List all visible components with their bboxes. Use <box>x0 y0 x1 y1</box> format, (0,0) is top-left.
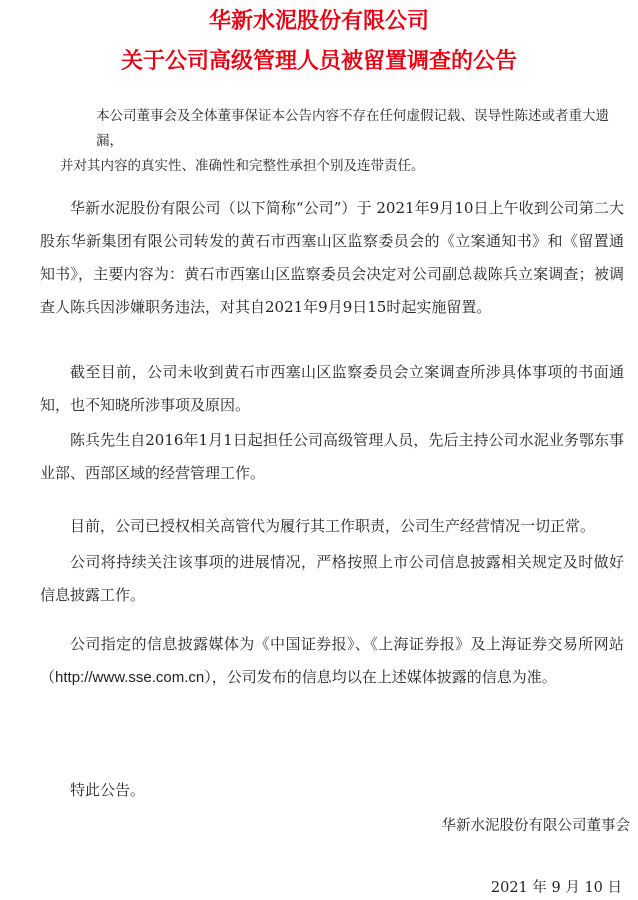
paragraph-operations-normal: 目前，公司已授权相关高管代为履行其工作职责，公司生产经营情况一切正常。 <box>70 517 596 535</box>
disclaimer <box>60 104 618 179</box>
paragraph-executive-background: 陈兵先生自2016年1月1日起担任公司高级管理人员，先后主持公司水泥业务鄂东事业部、西部区域的经营管理工作。 <box>40 431 624 482</box>
media-text-post: ），公司发布的信息均以在上述媒体披露的信息为准。 <box>204 668 557 686</box>
paragraph-continued-disclosure: 公司将持续关注该事项的进展情况，严格按照上市公司信息披露相关规定及时做好信息披露工作。 <box>40 553 624 604</box>
paragraph-no-written-notice: 截至目前，公司未收到黄石市西塞山区监察委员会立案调查所涉具体事项的书面通知，也不知晓所涉事项及原因。 <box>40 363 624 414</box>
disclaimer-line-1: 本公司董事会及全体董事保证本公告内容不存在任何虚假记载、误导性陈述或者重大遗漏， <box>96 108 609 149</box>
closing-statement: 特此公告。 <box>70 781 146 799</box>
paragraph-disclosure-media <box>40 628 624 694</box>
sse-website-link[interactable]: http://www.sse.com.cn <box>55 669 205 686</box>
issuer-signature: 华新水泥股份有限公司董事会 <box>441 818 630 834</box>
announcement-date: 2021 年 9 月 10 日 <box>490 880 622 896</box>
disclaimer-line-2: 并对其内容的真实性、准确性和完整性承担个别及连带责任。 <box>60 158 425 174</box>
media-text-pre: 公司指定的信息披露媒体为《中国证券报》、《上海证券报》及上海证券交易所网站（ <box>40 635 624 686</box>
announcement-title: 关于公司高级管理人员被留置调查的公告 <box>120 49 517 74</box>
company-title: 华新水泥股份有限公司 <box>208 9 429 34</box>
paragraph-receipt-notice: 华新水泥股份有限公司（以下简称“公司”）于 2021年9月10日上午收到公司第二大股东华新集团有限公司转发的黄石市西塞山区监察委员会的《立案通知书》和《留置通知书》，主要内容为：黄石市西塞山区监察委员会决定对公司副总裁陈兵立案调查；被调查人陈兵因涉嫌职务违法，对其自2021年9月9日15时起实施留置。 <box>40 199 624 316</box>
